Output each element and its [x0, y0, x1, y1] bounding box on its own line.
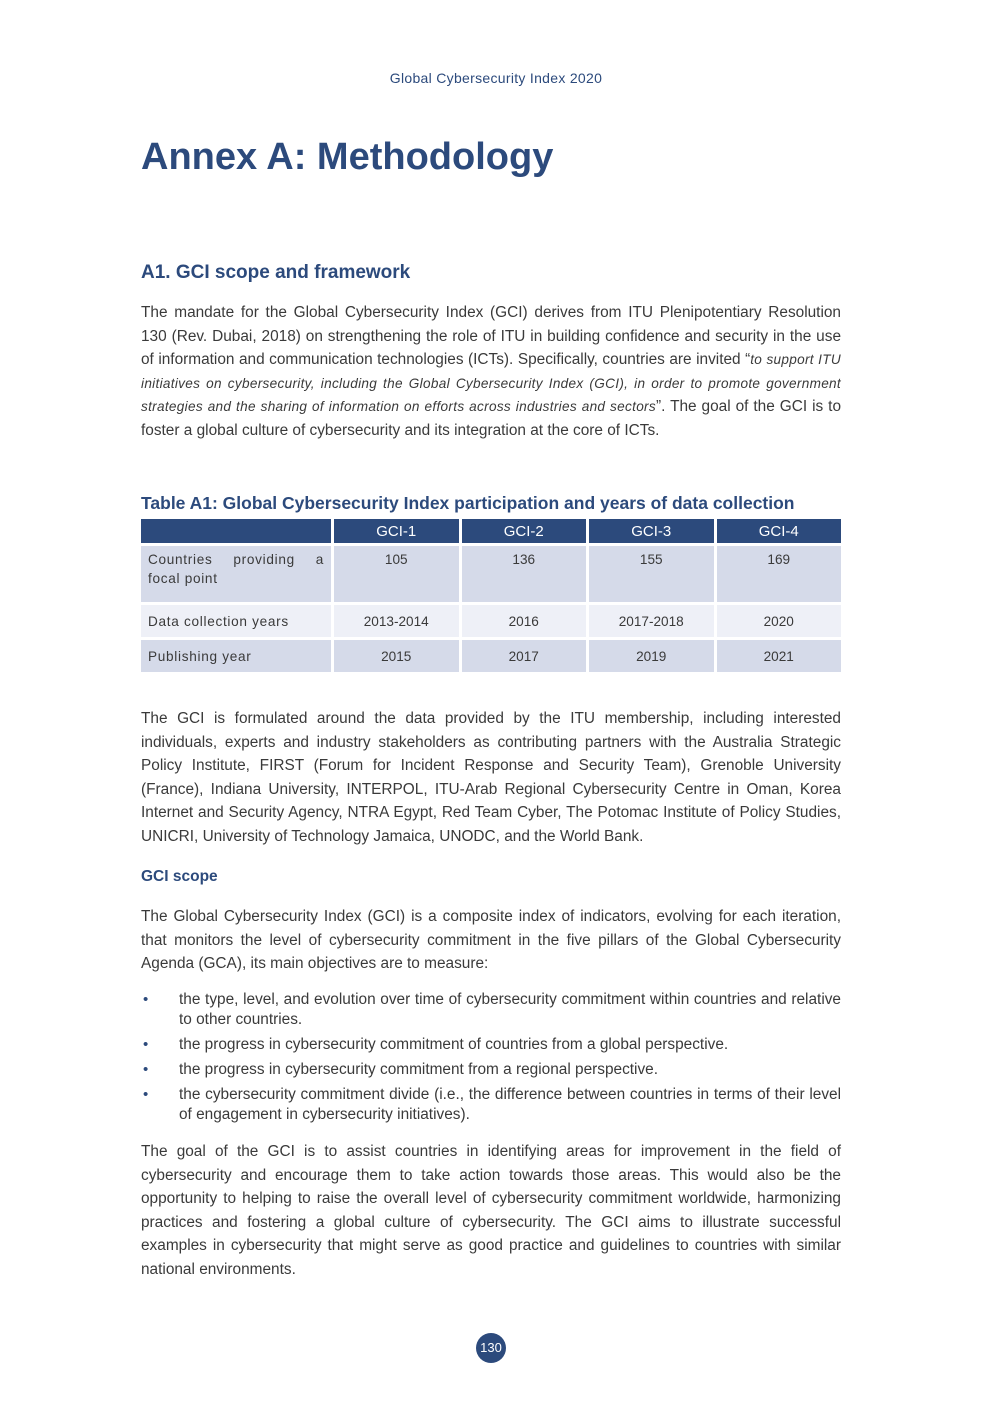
resolution-quote: to support ITU initiatives on cybersecurity, including the Global Cybersecurity Index (GCI), in order to promote government strategies and the sharing of information on efforts across industries and sectors [141, 352, 841, 415]
bullet-icon: • [143, 1086, 149, 1103]
table-cell: 2013-2014 [334, 605, 459, 637]
list-item [141, 1035, 841, 1055]
bullet-icon: • [143, 991, 149, 1008]
row-label: Countries providing a focal point [141, 546, 331, 602]
annex-title: Annex A: Methodology [141, 136, 554, 178]
table-cell: 105 [334, 546, 459, 602]
row-label: Data collection years [141, 605, 331, 637]
intro-paragraph-block [141, 301, 841, 443]
table-cell: 169 [717, 546, 842, 602]
table-cell: 2016 [462, 605, 587, 637]
bullet-icon: • [143, 1061, 149, 1078]
gci-scope-heading-block [141, 868, 841, 886]
list-item [141, 1060, 841, 1080]
section-a1 [141, 262, 841, 284]
column-header: GCI-2 [462, 519, 587, 543]
section-heading: A1. GCI scope and framework [141, 262, 411, 283]
table-cell: 2019 [589, 640, 714, 672]
bullet-icon: • [143, 1036, 149, 1053]
table-cell: 2021 [717, 640, 842, 672]
gci-scope-intro: The Global Cybersecurity Index (GCI) is a composite index of indicators, evolving for each iteration, that monitors the level of cybersecurity commitment in the five pillars of the Global Cybersecurity Agenda (GCA), its main objectives are to measure: [141, 908, 841, 973]
table-cell: 136 [462, 546, 587, 602]
row-label: Publishing year [141, 640, 331, 672]
participation-table [138, 516, 844, 675]
table-row [141, 605, 841, 637]
gci-scope-intro-block [141, 905, 841, 976]
list-item-text: the cybersecurity commitment divide (i.e., the difference between countries in terms of their level of engagement in cybersecurity initiatives). [179, 1086, 841, 1123]
partners-paragraph: The GCI is formulated around the data provided by the ITU membership, including interested individuals, experts and industry stakeholders as contributing partners with the Australia Strategic Policy Institute, FIRST (Forum for Incident Response and Security Team), Grenoble University (France), Indiana University, INTERPOL, ITU-Arab Regional Cybersecurity Centre in Oman, Korea Internet and Security Agency, NTRA Egypt, Red Team Cyber, The Potomac Institute of Policy Studies, UNICRI, University of Technology Jamaica, UNODC, and the World Bank. [141, 710, 841, 845]
table-header-row [141, 519, 841, 543]
list-item [141, 1085, 841, 1125]
table-row [141, 640, 841, 672]
table-cell: 2020 [717, 605, 842, 637]
closing-paragraph-block [141, 1140, 841, 1282]
table-cell: 2017-2018 [589, 605, 714, 637]
table-header-blank [141, 519, 331, 543]
column-header: GCI-3 [589, 519, 714, 543]
table-row [141, 546, 841, 602]
closing-paragraph: The goal of the GCI is to assist countries in identifying areas for improvement in the field of cybersecurity and encourage them to take action towards those areas. This would also be the opportunity to helping to raise the overall level of cybersecurity commitment worldwide, harmonizing practices and fostering a global culture of cybersecurity. The GCI aims to illustrate successful examples in cybersecurity that might serve as good practice and guidelines to countries with similar national environments. [141, 1143, 841, 1278]
intro-paragraph [141, 301, 841, 443]
column-header: GCI-1 [334, 519, 459, 543]
page-number-badge: 130 [476, 1333, 506, 1363]
intro-text-start: The mandate for the Global Cybersecurity Index (GCI) derives from ITU Plenipotentiary Resolution 130 (Rev. Dubai, 2018) on strengthening the role of ITU in building confidence and security in the use of information and communication technologies (ICTs). Specifically, countries are invited “ [141, 304, 841, 369]
objectives-list-block [141, 990, 841, 1130]
running-header: Global Cybersecurity Index 2020 [389, 70, 603, 86]
list-item-text: the progress in cybersecurity commitment from a regional perspective. [179, 1061, 659, 1078]
list-item-text: the type, level, and evolution over time of cybersecurity commitment within countries and relative to other countries. [179, 991, 841, 1028]
table-cell: 2015 [334, 640, 459, 672]
objectives-list [141, 990, 841, 1125]
partners-paragraph-block [141, 707, 841, 849]
gci-scope-heading: GCI scope [141, 868, 218, 885]
list-item [141, 990, 841, 1030]
table-title: Table A1: Global Cybersecurity Index participation and years of data collection [141, 493, 795, 513]
list-item-text: the progress in cybersecurity commitment of countries from a global perspective. [179, 1036, 729, 1053]
column-header: GCI-4 [717, 519, 842, 543]
intro-text-end: ”. The goal of the GCI is to foster a global culture of cybersecurity and its integration at the core of ICTs. [141, 398, 842, 439]
table-cell: 2017 [462, 640, 587, 672]
table-cell: 155 [589, 546, 714, 602]
table-a1-block [141, 493, 841, 675]
